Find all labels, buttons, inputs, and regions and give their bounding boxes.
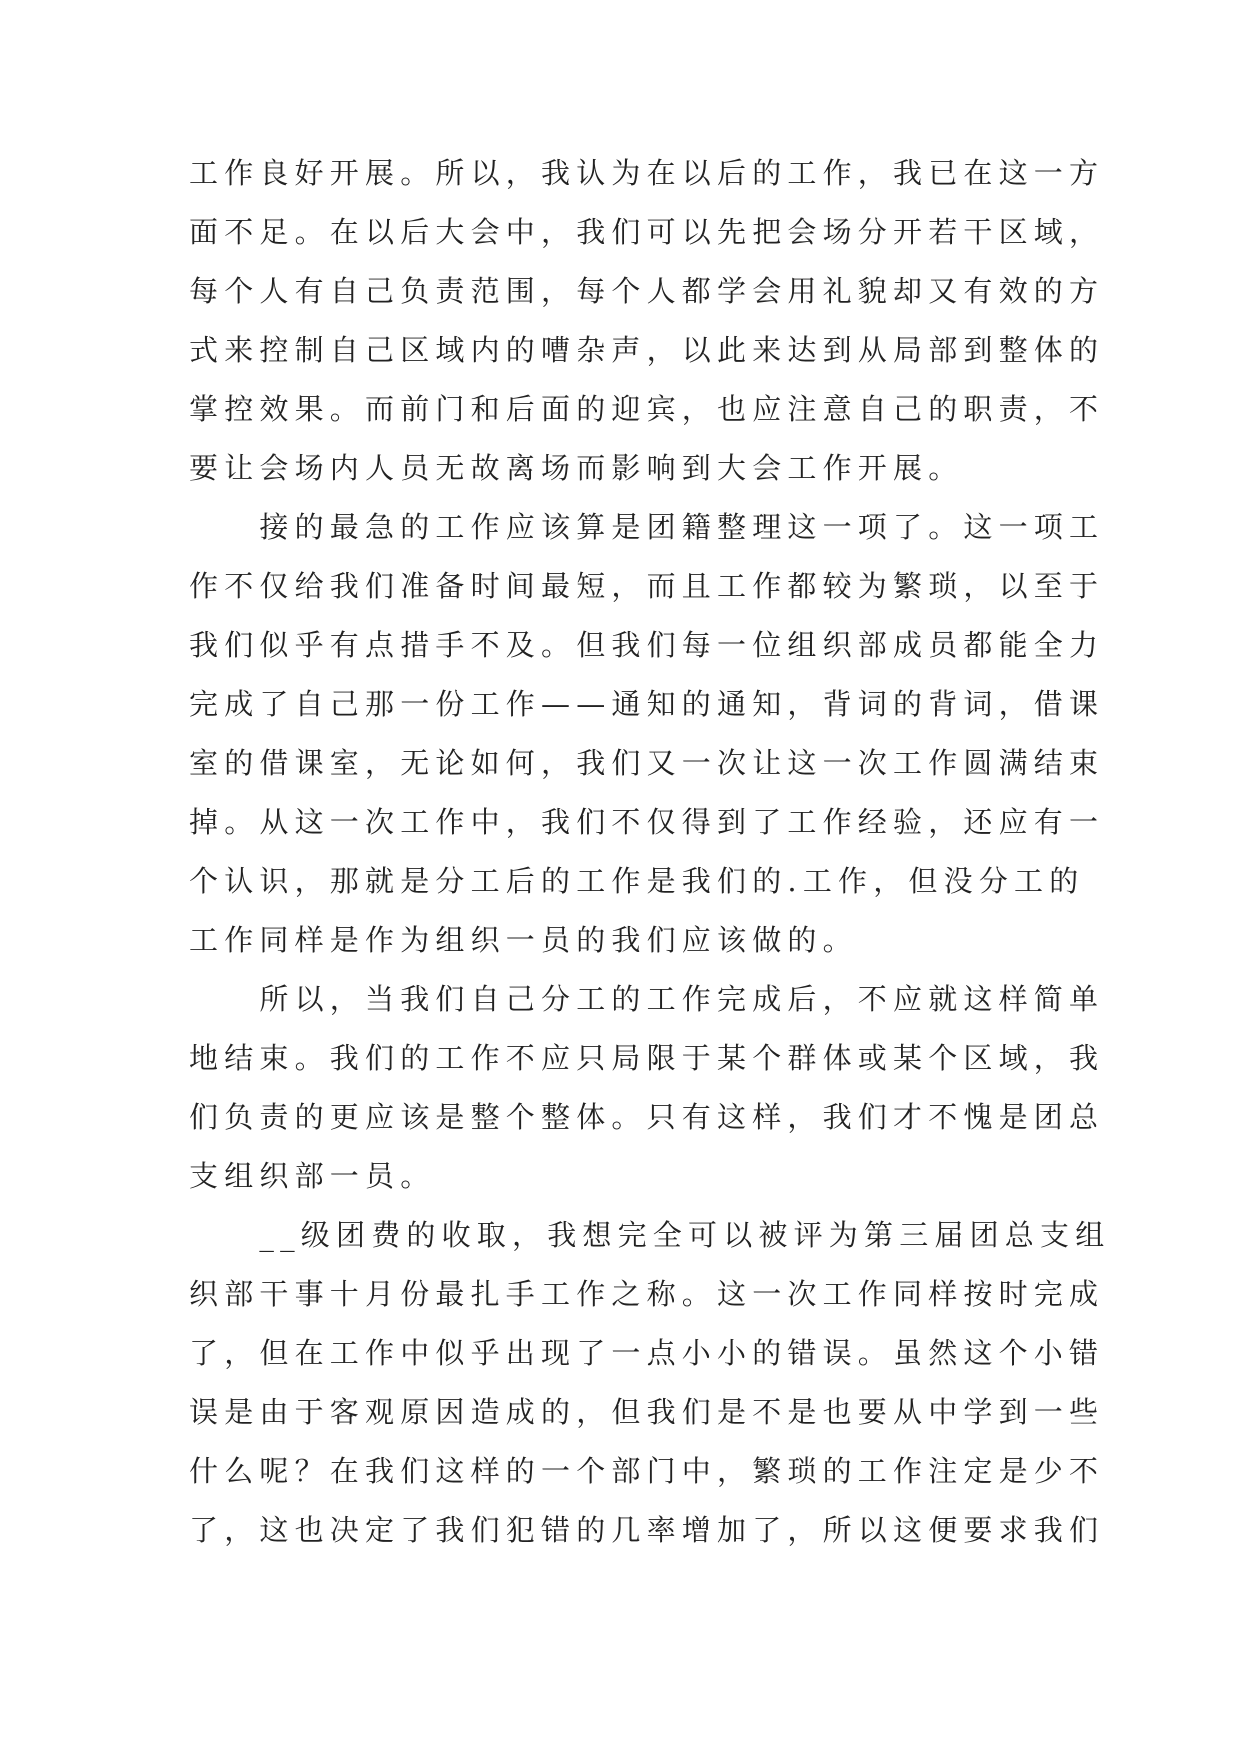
text-line: 了，这也决定了我们犯错的几率增加了，所以这便要求我们 <box>189 1513 1105 1547</box>
text-line: 我们似乎有点措手不及。但我们每一位组织部成员都能全力 <box>189 628 1105 662</box>
text-line: 掌控效果。而前门和后面的迎宾，也应注意自己的职责，不 <box>189 392 1105 426</box>
text-line: 地结束。我们的工作不应只局限于某个群体或某个区域，我 <box>189 1041 1105 1075</box>
text-line: 每个人有自己负责范围，每个人都学会用礼貌却又有效的方 <box>189 274 1105 308</box>
text-line: 工作同样是作为组织一员的我们应该做的。 <box>189 923 858 957</box>
text-line: 室的借课室，无论如何，我们又一次让这一次工作圆满结束 <box>189 746 1105 780</box>
text-line: 面不足。在以后大会中，我们可以先把会场分开若干区域， <box>189 215 1105 249</box>
document-body <box>189 144 1111 1560</box>
text-line: 式来控制自己区域内的嘈杂声，以此来达到从局部到整体的 <box>189 333 1105 367</box>
text-line: 误是由于客观原因造成的，但我们是不是也要从中学到一些 <box>189 1395 1105 1429</box>
text-line: 完成了自己那一份工作——通知的通知，背词的背词，借课 <box>189 687 1105 721</box>
text-line: 掉。从这一次工作中，我们不仅得到了工作经验，还应有一 <box>189 805 1105 839</box>
text-line: 要让会场内人员无故离场而影响到大会工作开展。 <box>189 451 964 485</box>
text-line: 织部干事十月份最扎手工作之称。这一次工作同样按时完成 <box>189 1277 1105 1311</box>
text-line: 作不仅给我们准备时间最短，而且工作都较为繁琐，以至于 <box>189 569 1105 603</box>
paragraph-start-line: 接的最急的工作应该算是团籍整理这一项了。这一项工 <box>189 510 1105 544</box>
paragraph-start-line: __级团费的收取，我想完全可以被评为第三届团总支组 <box>189 1218 1111 1252</box>
text-line: 工作良好开展。所以，我认为在以后的工作，我已在这一方 <box>189 156 1105 190</box>
text-line: 了，但在工作中似乎出现了一点小小的错误。虽然这个小错 <box>189 1336 1105 1370</box>
text-line: 们负责的更应该是整个整体。只有这样，我们才不愧是团总 <box>189 1100 1105 1134</box>
text-line: 支组织部一员。 <box>189 1159 436 1193</box>
text-line: 个认识，那就是分工后的工作是我们的.工作，但没分工的 <box>189 864 1085 898</box>
paragraph-start-line: 所以，当我们自己分工的工作完成后，不应就这样简单 <box>189 982 1105 1016</box>
text-line: 什么呢？在我们这样的一个部门中，繁琐的工作注定是少不 <box>189 1454 1105 1488</box>
